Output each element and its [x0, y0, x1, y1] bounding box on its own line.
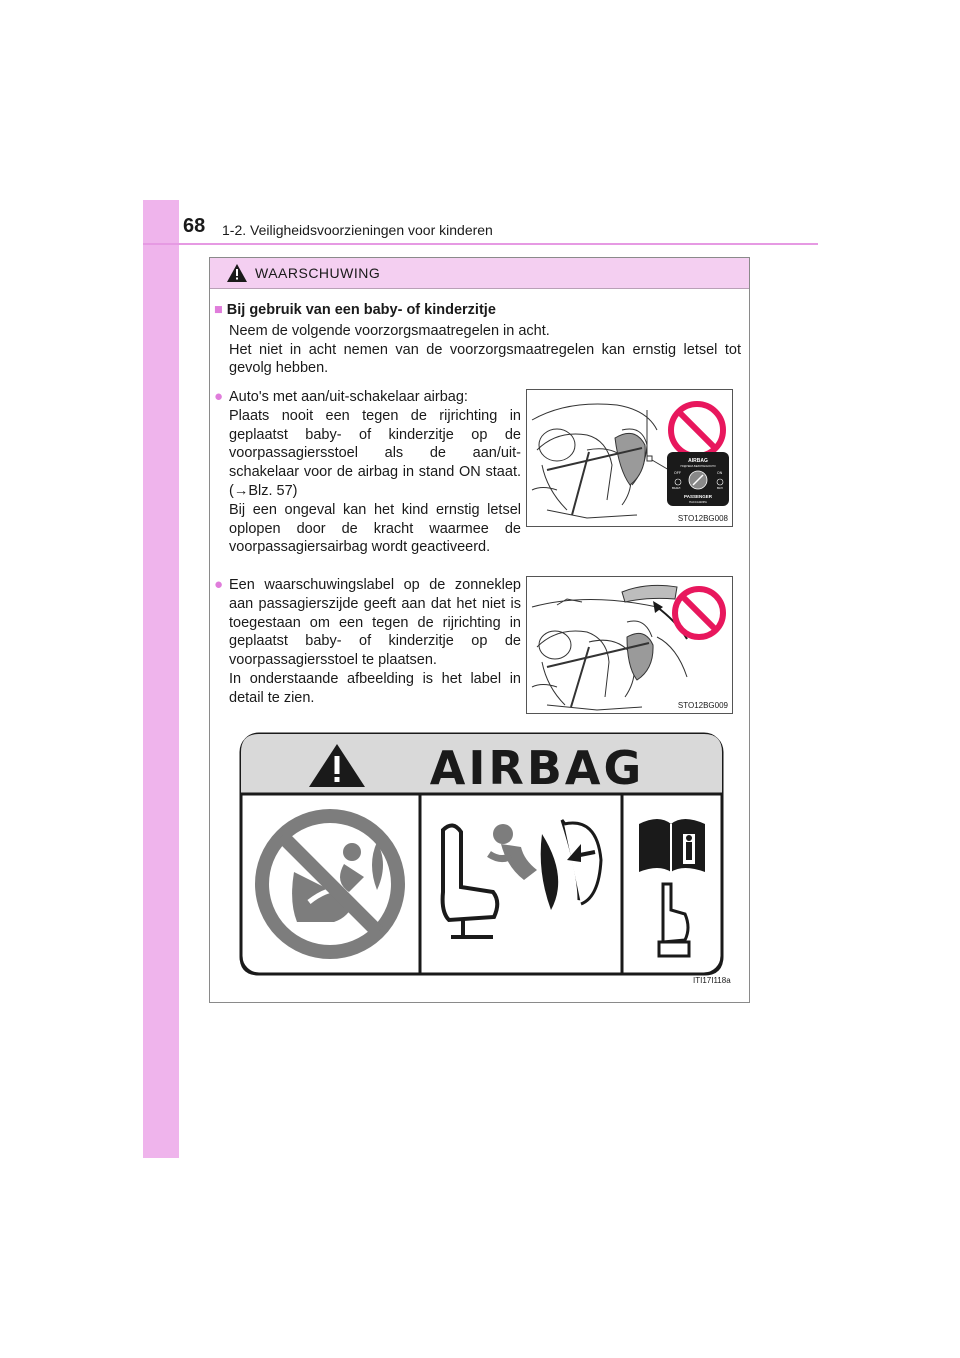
side-tab	[143, 200, 179, 1158]
header-rule	[143, 243, 818, 245]
bullet-text	[229, 388, 521, 557]
switch-passenger-ru-label: ПАССАЖИРА	[689, 500, 707, 504]
bullet-line: Bij een ongeval kan het kind ernstig letsel oplopen door de kracht waarmee de voorpassagiersairbag wordt geactiveerd.	[229, 501, 521, 556]
switch-airbag-label: AIRBAG	[688, 458, 708, 464]
intro-text	[229, 322, 741, 378]
figure-code: STO12BG008	[677, 514, 728, 523]
sun-visor-illustration	[527, 577, 732, 713]
warning-triangle-icon	[227, 264, 247, 282]
bullet-line: In onderstaande afbeelding is het label in detail te zien.	[229, 670, 521, 706]
bullet-line: Een waarschuwingslabel op de zonneklep aan passagierszijde geeft aan dat het niet is toegestaan om een tegen de rijrichting in geplaatst baby- of kinderzitje op de voorpassagiersstoel te plaatsen.	[229, 577, 521, 669]
car-interior-illustration	[527, 390, 732, 526]
no-rear-facing-seat-icon	[262, 816, 398, 952]
switch-vykl-label: ВЫКЛ	[672, 486, 681, 490]
label-code: ITI17I118a	[693, 976, 731, 985]
switch-passenger-label: PASSENGER	[684, 494, 712, 499]
switch-vkl-label: ВКЛ	[717, 486, 723, 490]
intro-line-2: Het niet in acht nemen van de voorzorgsmaatregelen kan ernstig letsel tot gevolg hebben.	[229, 341, 741, 377]
figure-code: STO12BG009	[677, 701, 728, 710]
warning-box	[209, 257, 750, 1003]
bullet-text	[229, 576, 521, 708]
intro-line-1: Neem de volgende voorzorgsmaatregelen in acht.	[229, 323, 550, 339]
circle-bullet-icon: ●	[214, 388, 224, 405]
section-heading	[214, 302, 496, 318]
bullet-line: Auto's met aan/uit-schakelaar airbag:	[229, 389, 468, 405]
switch-sub-label: ПОДУШКА БЕЗОПАСНОСТИ	[680, 465, 716, 468]
warning-title: WAARSCHUWING	[255, 265, 381, 281]
switch-off-label: OFF	[674, 471, 681, 475]
owners-manual-icon	[639, 819, 705, 872]
square-bullet-icon: ■	[214, 302, 223, 318]
airbag-warning-label	[239, 732, 724, 978]
figure-sun-visor-label	[526, 576, 733, 714]
section-heading-text: Bij gebruik van een baby- of kinderzitje	[226, 302, 496, 318]
circle-bullet-icon: ●	[214, 576, 224, 593]
chapter-title: 1-2. Veiligheidsvoorzieningen voor kinderen	[222, 222, 493, 238]
bullet-line: Plaats nooit een tegen de rijrichting in geplaatst baby- of kinderzitje op de voorpassagiersstoel als de aan/uit-schakelaar voor de airbag in stand ON staat. (→Blz. 57)	[229, 407, 521, 499]
page-number: 68	[183, 215, 206, 237]
figure-airbag-switch	[526, 389, 733, 527]
label-title: AIRBAG	[429, 741, 645, 795]
warning-header	[210, 258, 749, 289]
switch-on-label: ON	[717, 471, 723, 475]
